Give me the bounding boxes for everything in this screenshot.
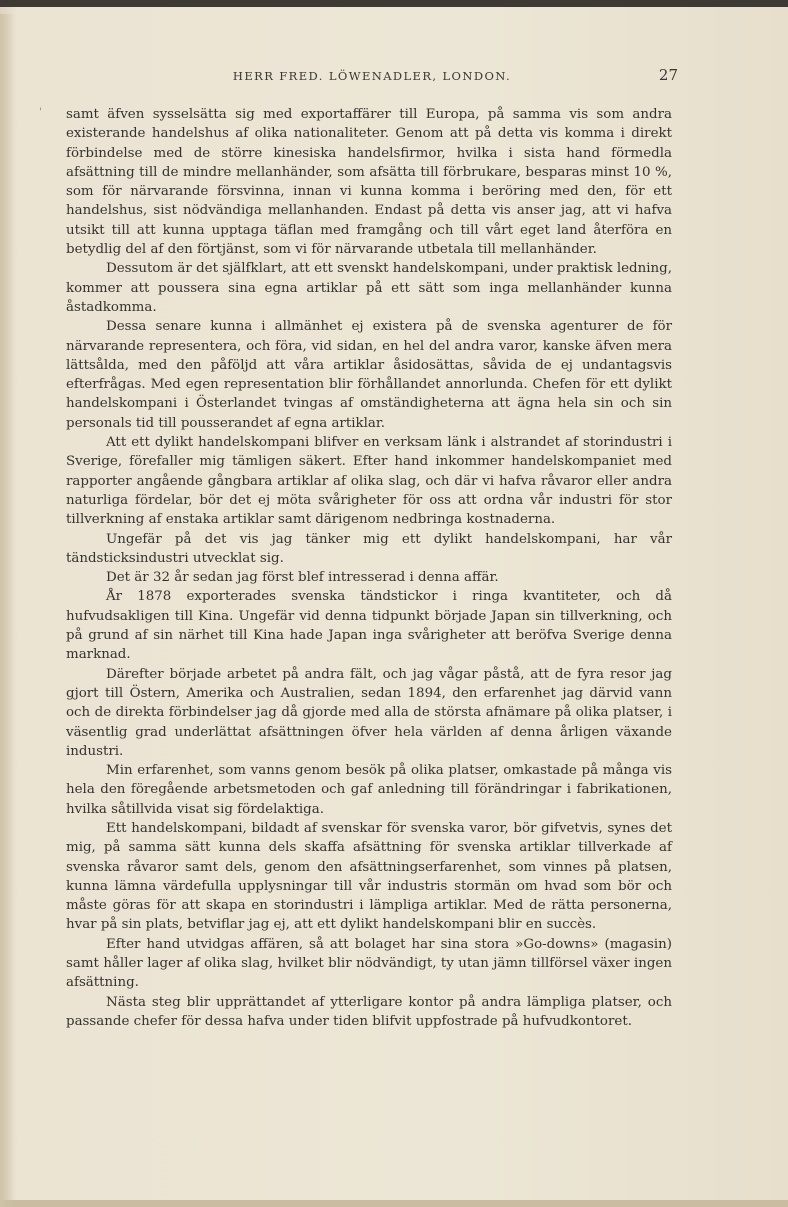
paragraph: År 1878 exporterades svenska tändstickor i ringa kvantiteter, och då hufvudsakligen till Kina. Ungefär vid denna tidpunkt började Japan sin tillverkning, och på grund af sin närhet till Kina hade Japan inga svårigheter att beröfva Sverige denna marknad.: [66, 589, 672, 663]
paragraph: Min erfarenhet, som vanns genom besök på olika platser, omkastade på många vis hela den föregående arbetsmetoden och gaf anledning till förändringar i fabrikationen, hvilka såtillvida visat sig fördelaktiga.: [66, 763, 672, 817]
running-head: HERR FRED. LÖWENADLER, LONDON.: [232, 69, 512, 83]
page-header: [66, 66, 678, 84]
paragraph: Ett handelskompani, bildadt af svenskar för svenska varor, bör gifvetvis, synes det mig, på samma sätt kunna dels skaffa afsättning för svenska artiklar tillverkade af svenska råvaror samt dels, genom den afsättningserfarenhet, som vinnes på platsen, kunna lämna värdefulla upplysningar till vår industris stormän om hvad som bör och måste göras för att skapa en storindustri i lämpliga artiklar. Med de rätta personerna, hvar på sin plats, betviflar jag ej, att ett dylikt handelskompani blir en succès.: [66, 820, 672, 933]
paragraph: Dessa senare kunna i allmänhet ej existera på de svenska agenturer de för närvarande representera, och föra, vid sidan, en hel del andra varor, kanske äfven mera lättsålda, med den påföljd att våra artiklar åsidosättas, såvida de ej undantagsvis efterfrågas. Med egen representation blir förhållandet annorlunda. Chefen för ett dylikt handelskompani i Österlandet tvingas af omständigheterna att ägna hela sin och sin personals tid till pousserandet af egna artiklar.: [66, 319, 672, 431]
paragraph: Att ett dylikt handelskompani blifver en verksam länk i alstrandet af storindustri i Sverige, förefaller mig tämligen säkert. Efter hand inkommer handelskompaniet med rapporter angående gångbara artiklar af olika slag, och där vi hafva råvaror eller andra naturliga fördelar, bör det ej möta svårigheter för oss att ordna vår industri för stor tillverkning af enstaka artiklar samt därigenom nedbringa kostnaderna.: [66, 435, 672, 528]
paragraph: Det är 32 år sedan jag först blef intresserad i denna affär.: [106, 570, 499, 586]
paragraph: Därefter började arbetet på andra fält, och jag vågar påstå, att de fyra resor jag gjort till Östern, Amerika och Australien, sedan 1894, den erfarenhet jag därvid vann och de direkta förbindelser jag då gjorde med alla de största afnämare på olika platser, i väsentlig grad underlättat afsättningen öfver hela världen af denna årligen växande industri.: [66, 666, 672, 759]
margin-mark: ': [39, 107, 42, 118]
body-text: [66, 105, 672, 1031]
gutter-shadow: [0, 14, 14, 1207]
page-number: 27: [658, 66, 678, 84]
paragraph: samt äfven sysselsätta sig med exportaffärer till Europa, på samma vis som andra existerande handelshus af olika nationaliteter. Genom att på detta vis komma i direkt förbindelse med de större kinesiska handelsfirmor, hvilka i sista hand förmedla afsättning till de mindre mellanhänder, som afsätta till förbrukare, besparas minst 10 %, som för närvarande försvinna, innan vi kunna komma i beröring med den, för ett handelshus, sist nödvändiga mellanhanden. Endast på detta vis anser jag, att vi hafva utsikt till att kunna upptaga täflan med framgång och till vårt eget land återföra en betydlig del af den förtjänst, som vi för närvarande utbetala till mellanhänder.: [66, 107, 672, 258]
paragraph: Efter hand utvidgas affären, så att bolaget har sina stora »Go-downs» (magasin) samt håller lager af olika slag, hvilket blir nödvändigt, ty utan jämn tillförsel växer ingen afsättning.: [66, 936, 672, 991]
paragraph: Nästa steg blir upprättandet af ytterligare kontor på andra lämpliga platser, och passande chefer för dessa hafva under tiden blifvit uppfostrade på hufvudkontoret.: [66, 994, 672, 1029]
paragraph: Dessutom är det själfklart, att ett svenskt handelskompani, under praktisk ledning, kommer att poussera sina egna artiklar på ett sätt som inga mellanhänder kunna åstadkomma.: [66, 261, 672, 315]
paragraph: Ungefär på det vis jag tänker mig ett dylikt handelskompani, har vår tändsticksindustri utvecklat sig.: [66, 531, 672, 566]
